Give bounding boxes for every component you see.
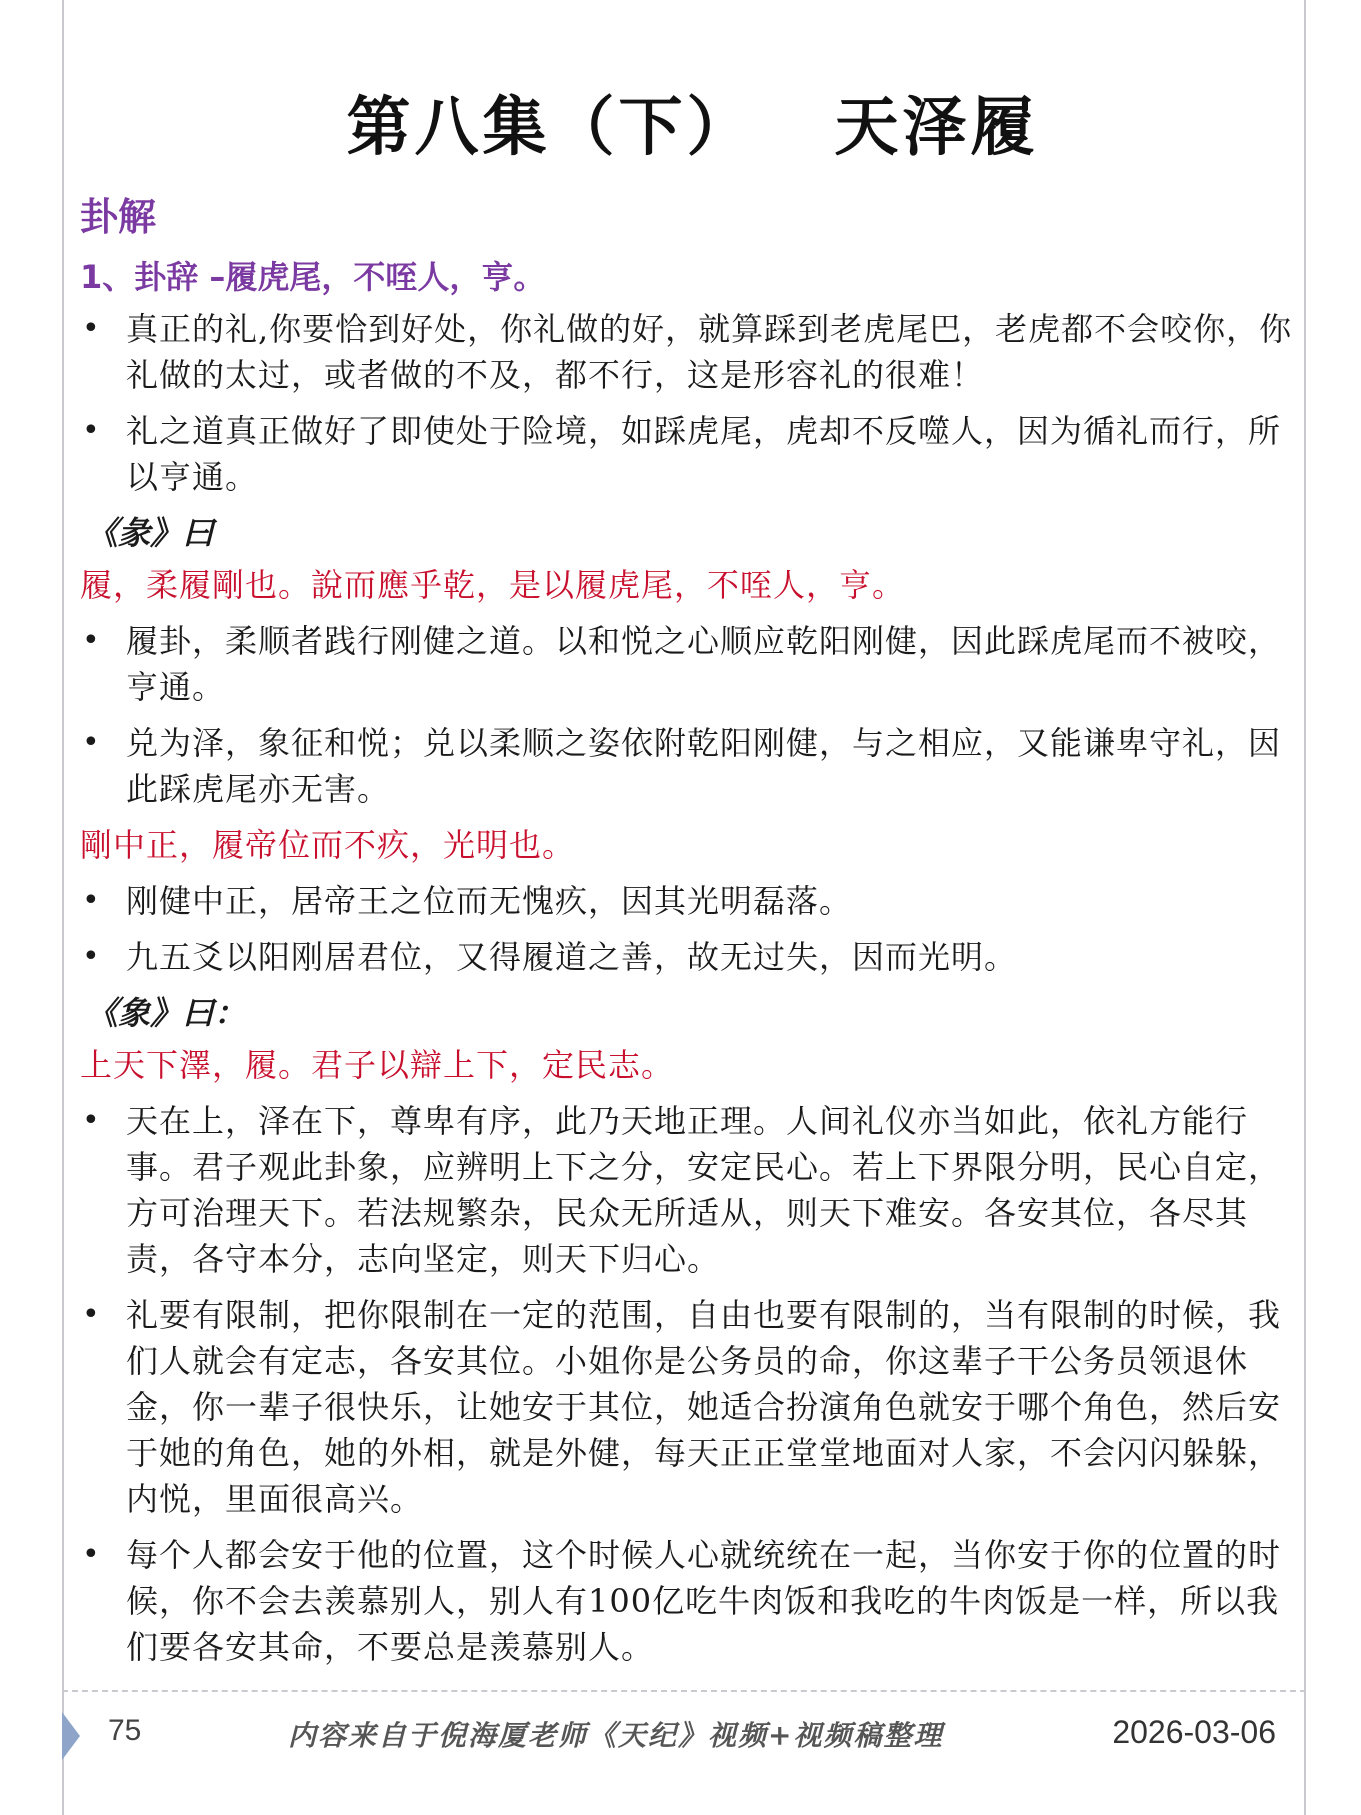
page-footer [62, 1690, 1306, 1762]
bullet-icon: • [82, 623, 101, 658]
classical-text-1: 履，柔履剛也。說而應乎乾，是以履虎尾，不咥人，亨。 [80, 566, 906, 604]
document-content [80, 88, 1305, 1680]
bullet-list-2 [80, 618, 1305, 812]
subheading: 1、卦辞 –履虎尾，不咥人，亨。 [80, 258, 546, 296]
page-number: 75 [108, 1714, 142, 1747]
list-item: • 礼要有限制，把你限制在一定的范围，自由也要有限制的，当有限制的时候，我们人就会有定志，各安其位。小姐你是公务员的命，你这辈子干公务员领退休金，你一辈子很快乐，让她安于其位，她适合扮演角色就安于哪个角色，然后安于她的角色，她的外相，就是外健，每天正正堂堂地面对人家，不会闪闪躲躲，内悦，里面很高兴。 [80, 1292, 1305, 1522]
list-item: • 每个人都会安于他的位置，这个时候人心就统统在一起，当你安于你的位置的时候，你不会去羡慕别人，别人有100亿吃牛肉饭和我吃的牛肉饭是一样，所以我们要各安其命，不要总是羡慕别人。 [80, 1532, 1305, 1670]
list-item: • 礼之道真正做好了即使处于险境，如踩虎尾，虎却不反噬人，因为循礼而行，所以亨通。 [80, 408, 1305, 500]
bullet-icon: • [82, 725, 101, 760]
page-title [80, 88, 1305, 168]
list-item: • 天在上，泽在下，尊卑有序，此乃天地正理。人间礼仪亦当如此，依礼方能行事。君子观此卦象，应辨明上下之分，安定民心。若上下界限分明，民心自定，方可治理天下。若法规繁杂，民众无所适从，则天下难安。各安其位，各尽其责，各守本分，志向坚定，则天下归心。 [80, 1098, 1305, 1282]
classical-text-3: 上天下澤，履。君子以辯上下，定民志。 [80, 1046, 675, 1084]
bullet-icon: • [82, 883, 101, 918]
title-part2: 天泽履 [834, 91, 1039, 165]
bullet-icon: • [82, 1297, 101, 1332]
section-heading: 卦解 [80, 195, 157, 239]
quote-heading-2: 《象》曰： [86, 994, 247, 1032]
bullet-icon: • [82, 1103, 101, 1138]
quote-heading-1: 《彖》曰 [86, 514, 215, 552]
list-item: • 真正的礼,你要恰到好处，你礼做的好，就算踩到老虎尾巴，老虎都不会咬你，你礼做的太过，或者做的不及，都不行，这是形容礼的很难！ [80, 306, 1305, 398]
list-item: • 履卦，柔顺者践行刚健之道。以和悦之心顺应乾阳刚健，因此踩虎尾而不被咬，亨通。 [80, 618, 1305, 710]
list-item: • 九五爻以阳刚居君位，又得履道之善，故无过失，因而光明。 [80, 934, 1305, 980]
bullet-list-4 [80, 1098, 1305, 1670]
footer-date: 2026-03-06 [1112, 1714, 1276, 1750]
list-item: • 兑为泽，象征和悦；兑以柔顺之姿依附乾阳刚健，与之相应，又能谦卑守礼，因此踩虎尾亦无害。 [80, 720, 1305, 812]
triangle-marker-icon [62, 1712, 80, 1760]
source-note: 内容来自于倪海厦老师《天纪》视频+视频稿整理 [288, 1719, 944, 1752]
bullet-icon: • [82, 1537, 101, 1572]
classical-text-2: 剛中正，履帝位而不疚，光明也。 [80, 826, 576, 864]
list-item: • 刚健中正，居帝王之位而无愧疚，因其光明磊落。 [80, 878, 1305, 924]
bullet-icon: • [82, 311, 101, 346]
bullet-list-3 [80, 878, 1305, 980]
bullet-icon: • [82, 939, 101, 974]
title-part1: 第八集（下） [346, 91, 755, 165]
bullet-list-1 [80, 306, 1305, 500]
bullet-icon: • [82, 413, 101, 448]
